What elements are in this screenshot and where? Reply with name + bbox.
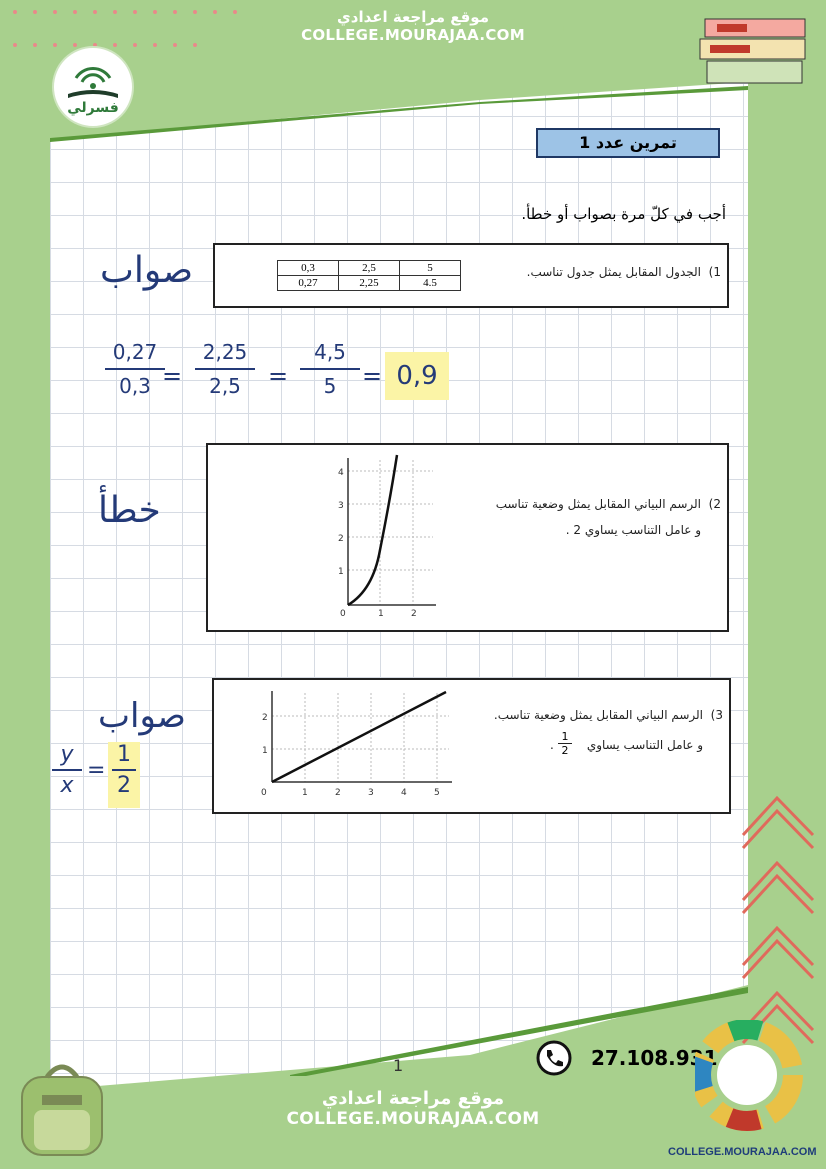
- corner-brand: COLLEGE.MOURAJAA.COM: [668, 1146, 817, 1158]
- fraction-3-num: 4,5: [314, 340, 346, 364]
- y-var: y: [60, 742, 74, 767]
- y-tick-label: 4: [338, 468, 344, 478]
- chevron-up-icons: [735, 790, 820, 1050]
- equals-1: =: [162, 362, 183, 390]
- half-highlight: [108, 742, 140, 808]
- logo-text: فسرلي: [67, 100, 119, 116]
- fraction-bar: [112, 769, 136, 771]
- table-row: [278, 276, 461, 291]
- fraction-1: [105, 340, 165, 398]
- yx-fraction: [52, 742, 82, 798]
- equals-2: =: [268, 362, 289, 390]
- question-1-number: 1): [708, 265, 721, 279]
- exercise-title: تمرين عدد 1: [536, 128, 720, 158]
- graph-3: [254, 685, 454, 805]
- table-cell: 0,27: [278, 276, 339, 291]
- page-number: 1: [393, 1056, 404, 1075]
- equals: =: [87, 758, 106, 783]
- logo: [52, 46, 134, 128]
- phone-row: [536, 1040, 718, 1076]
- backpack-icon: [12, 1055, 112, 1160]
- header-site-name: موقع مراجعة اعدادي: [337, 8, 489, 26]
- header-site-url: COLLEGE.MOURAJAA.COM: [301, 26, 525, 44]
- table-row: [278, 261, 461, 276]
- x-tick-label: 0: [261, 788, 267, 798]
- table-cell: 4.5: [400, 276, 461, 291]
- footer-banner: [262, 1076, 564, 1148]
- equals-3: =: [362, 362, 383, 390]
- answer-3: صواب: [98, 696, 186, 736]
- question-3-number: 3): [710, 708, 723, 722]
- q3-fraction-num: 1: [561, 730, 569, 743]
- y-tick-label: 3: [338, 501, 344, 511]
- table-cell: 2,5: [339, 261, 400, 276]
- question-3-text-line2: و عامل التناسب يساوي: [586, 738, 703, 752]
- x-tick-label: 2: [335, 788, 341, 798]
- y-tick-label: 2: [262, 713, 268, 723]
- brand-wheel-icon: [695, 1020, 820, 1135]
- graph-2: [318, 450, 438, 625]
- fraction-2: [195, 340, 255, 398]
- half-den: 2: [117, 773, 131, 798]
- fraction-bar: [195, 368, 255, 370]
- phone-icon: [536, 1040, 572, 1076]
- instruction: أجب في كلّ مرة بصواب أو خطأ.: [521, 205, 726, 223]
- table-cell: 2,25: [339, 276, 400, 291]
- footer-site-name: موقع مراجعة اعدادي: [321, 1088, 505, 1109]
- phone-number: 27.108.931: [590, 1046, 718, 1070]
- fraction-bar: [52, 769, 82, 771]
- y-tick-label: 1: [338, 567, 344, 577]
- table-cell: 0,3: [278, 261, 339, 276]
- fraction-2-den: 2,5: [209, 374, 241, 398]
- x-tick-label: 4: [401, 788, 407, 798]
- footer-site-url: COLLEGE.MOURAJAA.COM: [286, 1109, 540, 1129]
- q3-period: .: [550, 738, 554, 752]
- fraction-2-num: 2,25: [202, 340, 248, 364]
- half-num: 1: [117, 742, 131, 767]
- y-tick-label: 1: [262, 746, 268, 756]
- x-tick-label: 3: [368, 788, 374, 798]
- q3-fraction: [558, 730, 572, 757]
- question-2-number: 2): [708, 497, 721, 511]
- x-tick-label: 1: [378, 609, 384, 619]
- fraction-3: [300, 340, 360, 398]
- question-3-box: [212, 678, 731, 814]
- q3-fraction-den: 2: [561, 744, 569, 757]
- answer-1: صواب: [100, 250, 194, 291]
- question-1-box: [213, 243, 729, 308]
- question-3-text-line1: الرسم البياني المقابل يمثل وضعية تناسب.: [493, 708, 703, 722]
- x-var: x: [60, 773, 74, 798]
- answer-2: خطأ: [98, 490, 161, 531]
- x-tick-label: 1: [302, 788, 308, 798]
- books-icon: [695, 14, 815, 94]
- x-tick-label: 0: [340, 609, 346, 619]
- question-2-text-line2: و عامل التناسب يساوي 2 .: [565, 523, 701, 537]
- fraction-3-den: 5: [323, 374, 337, 398]
- table-cell: 5: [400, 261, 461, 276]
- x-tick-label: 5: [434, 788, 440, 798]
- q1-work: [100, 340, 460, 420]
- fraction-bar: [105, 368, 165, 370]
- q3-work: [52, 742, 152, 812]
- question-2-text-line1: الرسم البياني المقابل يمثل وضعية تناسب: [495, 497, 701, 511]
- fraction-bar: [300, 368, 360, 370]
- result-highlight: 0,9: [385, 352, 449, 400]
- question-2-box: [206, 443, 729, 632]
- fraction-1-den: 0,3: [119, 374, 151, 398]
- fraction-1-num: 0,27: [112, 340, 158, 364]
- y-tick-label: 2: [338, 534, 344, 544]
- header-banner: [262, 0, 564, 52]
- proportion-table: [277, 260, 461, 291]
- x-tick-label: 2: [411, 609, 417, 619]
- question-1-text: الجدول المقابل يمثل جدول تناسب.: [526, 265, 701, 279]
